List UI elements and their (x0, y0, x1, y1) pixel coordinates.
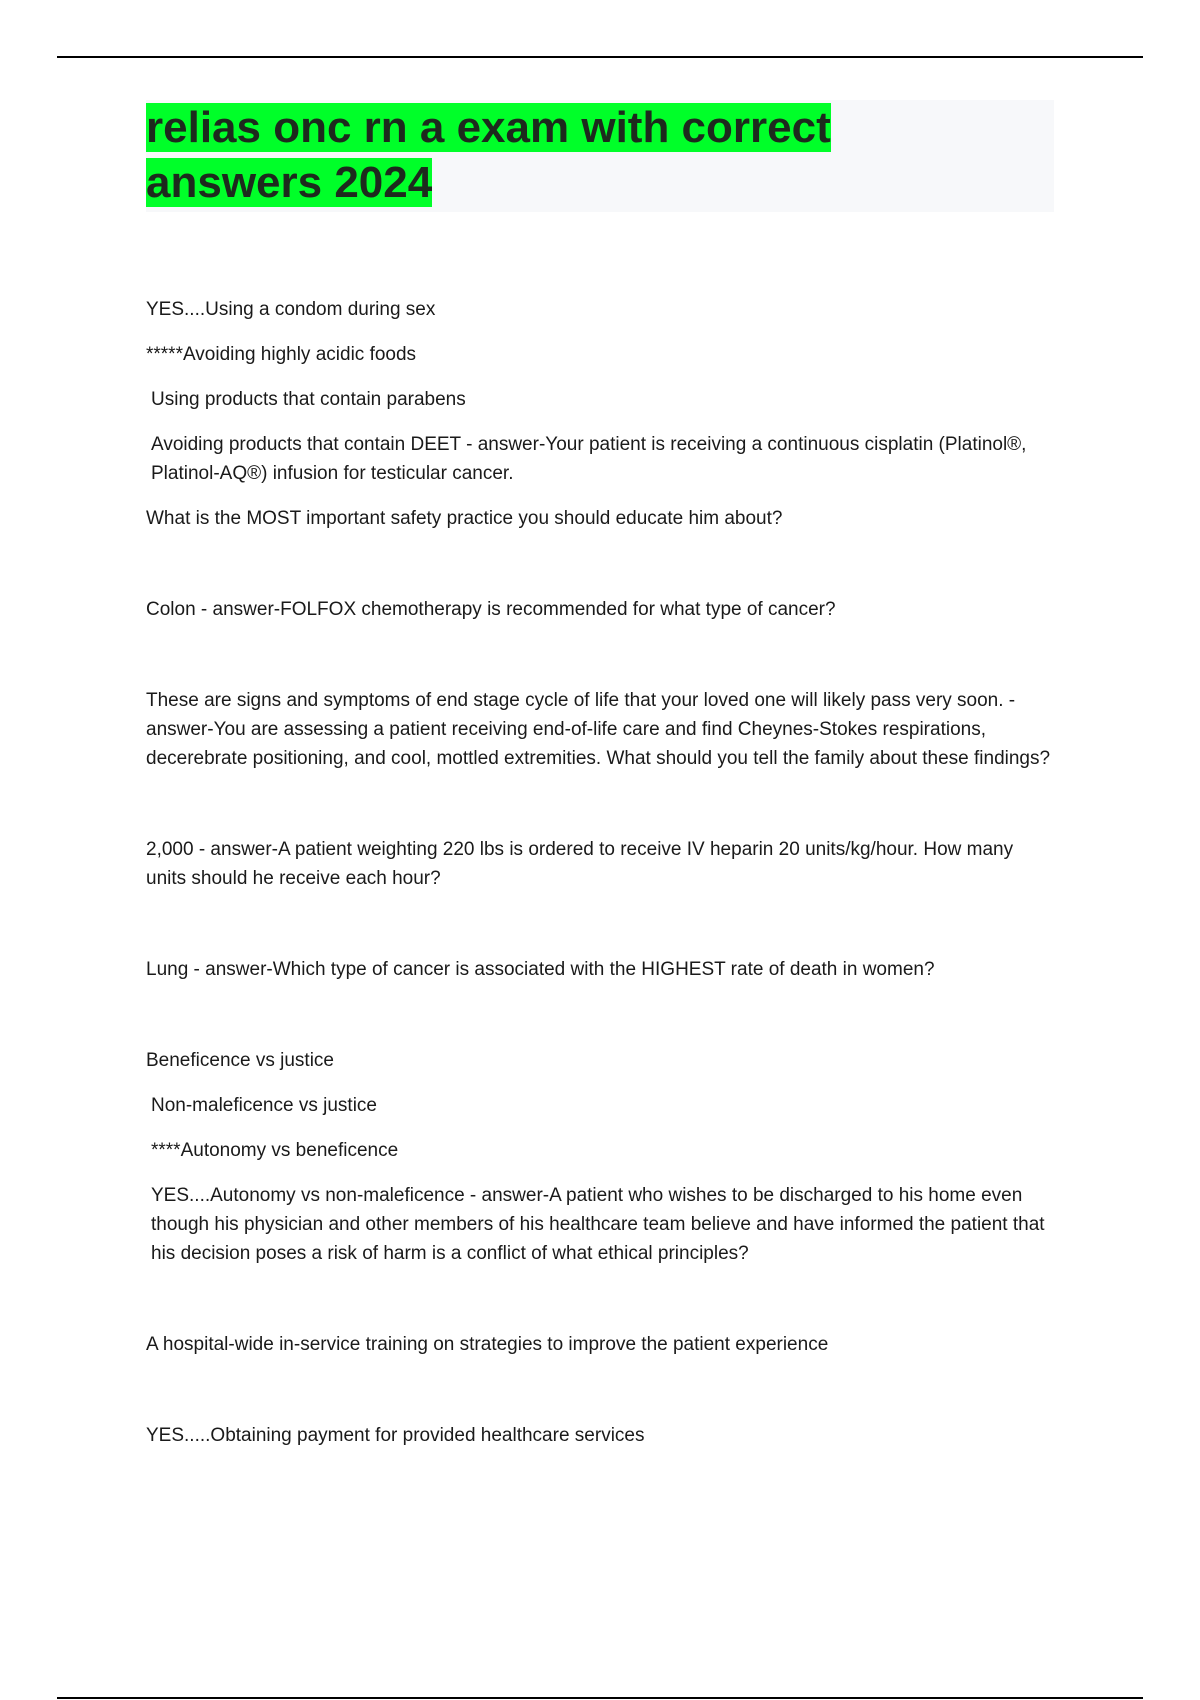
title-line-2: answers 2024 (146, 158, 433, 207)
paragraph: Non-maleficence vs justice (151, 1095, 377, 1116)
title-line-1: relias onc rn a exam with correct (146, 103, 831, 152)
paragraph: YES.....Obtaining payment for provided healthcare services (146, 1425, 645, 1446)
paragraph: What is the MOST important safety practice you should educate him about? (146, 508, 783, 529)
paragraph: These are signs and symptoms of end stage cycle of life that your loved one will likely pass very soon. - answer-You are assessing a patient receiving end-of-life care and find Cheynes-Stokes respirations, decerebrate positioning, and cool, mottled extremities. What should you tell the family about these findings? (146, 690, 1051, 769)
paragraph: 2,000 - answer-A patient weighting 220 lbs is ordered to receive IV heparin 20 units/kg/hour. How many units should he receive each hour? (146, 839, 1014, 889)
paragraph: A hospital-wide in-service training on strategies to improve the patient experience (146, 1334, 829, 1355)
paragraph: YES....Autonomy vs non-maleficence - answer-A patient who wishes to be discharged to his home even though his physician and other members of his healthcare team believe and have informed the patient that his decision poses a risk of harm is a conflict of what ethical principles? (151, 1185, 1045, 1264)
paragraph: Beneficence vs justice (146, 1050, 334, 1071)
paragraph: YES....Using a condom during sex (146, 299, 436, 320)
bottom-rule (57, 1697, 1143, 1699)
document-body (146, 295, 1056, 1450)
paragraph: Using products that contain parabens (151, 389, 466, 410)
top-rule (57, 56, 1143, 58)
paragraph: ****Autonomy vs beneficence (151, 1140, 399, 1161)
document-title (146, 100, 1054, 210)
paragraph: Colon - answer-FOLFOX chemotherapy is recommended for what type of cancer? (146, 599, 836, 620)
paragraph: Lung - answer-Which type of cancer is associated with the HIGHEST rate of death in women? (146, 959, 935, 980)
paragraph: *****Avoiding highly acidic foods (146, 344, 417, 365)
paragraph: Avoiding products that contain DEET - answer-Your patient is receiving a continuous cisplatin (Platinol®, Platinol-AQ®) infusion for testicular cancer. (151, 434, 1027, 484)
title-box (146, 100, 1054, 212)
